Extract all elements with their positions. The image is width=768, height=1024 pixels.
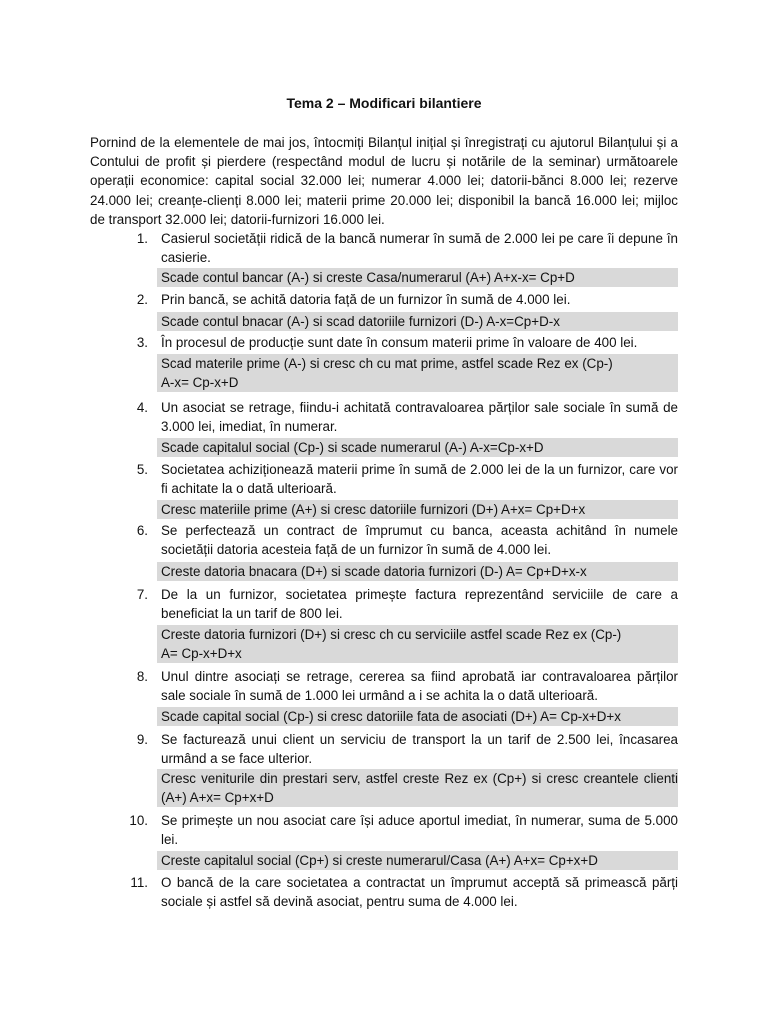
answer-line: Creste datoria bnacara (D+) si scade datoria furnizori (D-) A= Cp+D+x-x: [161, 564, 587, 579]
answer-box: [157, 312, 678, 331]
answer-line: Cresc veniturile din prestari serv, astfel creste Rez ex (Cp+) si cresc creantele clienti (A+) A+x= Cp+x+D: [161, 771, 678, 806]
item-number: 4.: [136, 400, 148, 415]
item-text: Unul dintre asociați se retrage, cererea sa fiind aprobată iar contravaloarea părților sale sociale în sumă de 1.000 lei urmând a i se achita la o dată ulterioară.: [161, 669, 678, 704]
answer-line: Scade contul bnacar (A-) si scad datoriile furnizori (D-) A-x=Cp+D-x: [161, 314, 560, 329]
item-text: Se primește un nou asociat care își aduce aportul imediat, în numerar, suma de 5.000 lei.: [161, 813, 678, 848]
item-number: 3.: [136, 335, 148, 350]
answer-line: Creste datoria furnizori (D+) si cresc ch cu serviciile astfel scade Rez ex (Cp-): [161, 627, 622, 642]
answer-box: [157, 500, 678, 519]
item-number: 6.: [136, 523, 148, 538]
answer-box: [157, 268, 678, 287]
answer-box: [157, 769, 678, 807]
answer-line: Scade capitalul social (Cp-) si scade numerarul (A-) A-x=Cp-x+D: [161, 440, 544, 455]
item-text: Prin bancă, se achită datoria față de un furnizor în sumă de 4.000 lei.: [161, 292, 571, 307]
item-text: De la un furnizor, societatea primește factura reprezentând serviciile de care a beneficiat la un tarif de 800 lei.: [161, 587, 678, 622]
answer-box: [157, 625, 678, 663]
answer-line: Cresc materiile prime (A+) si cresc datoriile furnizori (D+) A+x= Cp+D+x: [161, 502, 586, 517]
item-number: 11.: [130, 875, 148, 890]
item-text: Societatea achiziționează materii prime în sumă de 2.000 lei de la un furnizor, care vor fi achitate la o dată ulterioară.: [161, 462, 678, 497]
answer-box: [157, 438, 678, 457]
item-text: Un asociat se retrage, fiindu-i achitată contravaloarea părților sale sociale în sumă de 3.000 lei, imediat, în numerar.: [161, 400, 678, 435]
answer-line: Scad materile prime (A-) si cresc ch cu mat prime, astfel scade Rez ex (Cp-): [161, 356, 613, 371]
intro-paragraph: Pornind de la elementele de mai jos, întocmiți Bilanțul inițial și înregistrați cu ajutorul Bilanțului și a Contului de profit și pierdere (respectând modul de lucru și notările de la seminar) următoarele operații economice: capital social 32.000 lei; numerar 4.000 lei; datorii-bănci 8.000 lei; rezerve 24.000 lei; creanțe-clienți 8.000 lei; materii prime 20.000 lei; disponibil la bancă 16.000 lei; mijloc de transport 32.000 lei; datorii-furnizori 16.000 lei.: [90, 135, 678, 227]
answer-box: [157, 707, 678, 726]
item-text: Se facturează unui client un serviciu de transport la un tarif de 2.500 lei, încasarea urmând a se face ulterior.: [161, 732, 678, 767]
answer-box: [157, 562, 678, 581]
item-number: 2.: [136, 292, 148, 307]
item-number: 1.: [136, 231, 148, 246]
answer-line: A-x= Cp-x+D: [161, 375, 239, 391]
answer-box: [157, 354, 678, 392]
page-title: Tema 2 – Modificari bilantiere: [286, 95, 482, 111]
item-text: În procesul de producție sunt date în consum materii prime în valoare de 400 lei.: [161, 335, 638, 350]
item-text: Casierul societății ridică de la bancă numerar în sumă de 2.000 lei pe care îi depune în casierie.: [161, 231, 678, 266]
item-text: Se perfectează un contract de împrumut cu banca, aceasta achitând în numele societății datoria acesteia față de un furnizor în sumă de 4.000 lei.: [161, 523, 678, 558]
answer-line: Creste capitalul social (Cp+) si creste numerarul/Casa (A+) A+x= Cp+x+D: [161, 853, 598, 868]
answer-box: [157, 851, 678, 870]
item-number: 8.: [136, 669, 148, 684]
answer-line: A= Cp-x+D+x: [161, 646, 242, 662]
answer-line: Scade contul bancar (A-) si creste Casa/numerarul (A+) A+x-x= Cp+D: [161, 270, 575, 285]
answer-line: Scade capital social (Cp-) si cresc datoriile fata de asociati (D+) A= Cp-x+D+x: [161, 709, 621, 724]
item-text: O bancă de la care societatea a contractat un împrumut acceptă să primească părți sociale și astfel să devină asociat, pentru suma de 4.000 lei.: [161, 875, 678, 910]
item-number: 7.: [136, 587, 148, 602]
item-number: 9.: [136, 732, 148, 747]
item-number: 10.: [129, 813, 148, 828]
item-number: 5.: [136, 462, 148, 477]
